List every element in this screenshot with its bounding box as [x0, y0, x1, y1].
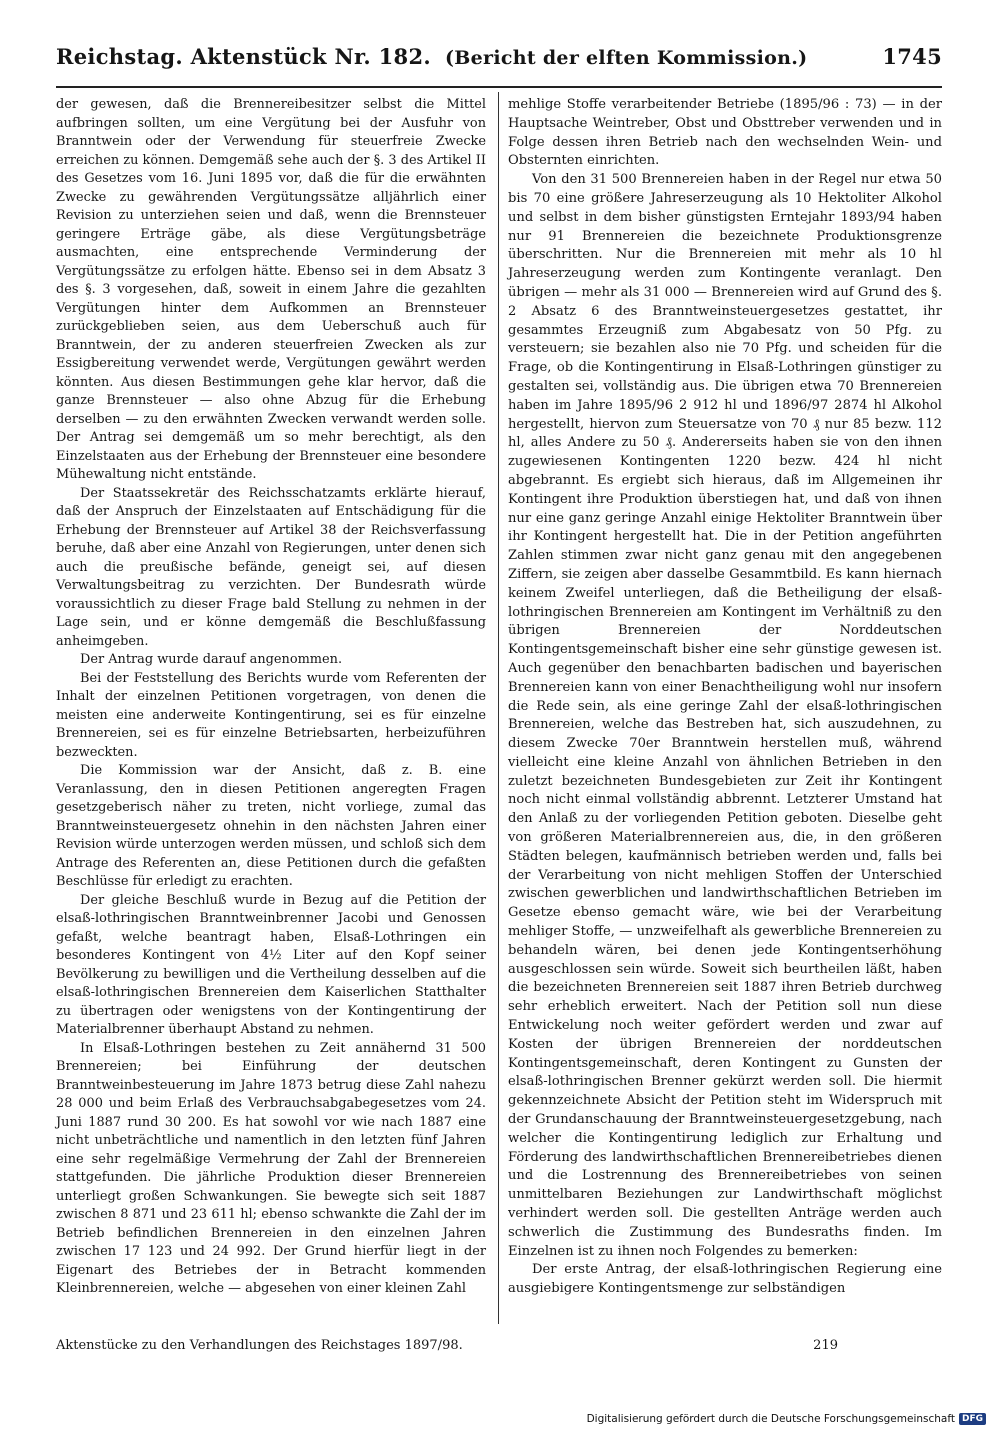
paragraph: Von den 31 500 Brennereien haben in der Regel nur etwa 50 bis 70 eine größere Jahreserzeugung als 10 Hektoliter Alkohol und selbst in dem bisher günstigsten Erntejahr 1893/94 haben nur 91 Brennereien die bezeichnete Produktionsgrenze überschritten. Nur die Brennereien mit mehr als 10 hl Jahreserzeugung werden zum Kontingente veranlagt. Den übrigen — mehr als 31 000 — Brennereien wird auf Grund des §. 2 Absatz 6 des Branntweinsteuergesetzes gestattet, ihr gesammtes Erzeugniß zum Abgabesatz von 50 Pfg. zu versteuern; sie bezahlen also nie 70 Pfg. und scheiden für die Frage, ob die Kontingentirung in Elsaß-Lothringen günstiger zu gestalten sei, vollständig aus. Die übrigen etwa 70 Brennereien haben im Jahre 1895/96 2 912 hl und 1896/97 2874 hl Alkohol hergestellt, hiervon zum Steuersatze von 70 ₰ nur 85 bezw. 112 hl, alles Andere zu 50 ₰. Andererseits haben sie von den ihnen zugewiesenen Kontingenten 1220 bezw. 424 hl nicht abgebrannt. Es ergiebt sich hieraus, daß im Allgemeinen ihr Kontingent ihre Produktion überstiegen hat, und daß von ihnen nur eine ganz geringe Anzahl einige Hektoliter Branntwein über ihr Kontingent hergestellt hat. Die in der Petition angeführten Zahlen stimmen zwar nicht ganz genau mit den angegebenen Ziffern, sie zeigen aber dasselbe Gesammtbild. Es kann hiernach keinem Zweifel unterliegen, daß die Betheiligung der elsaß-lothringischen Brennereien am Kontingent im Verhältniß zu den übrigen Brennereien der Norddeutschen Kontingentsgemeinschaft bisher eine sehr günstige gewesen ist. Auch gegenüber den benachbarten badischen und bayerischen Brennereien kann von einer Benachtheiligung wohl nur insofern die Rede sein, als eine geringe Zahl der elsaß-lothringischen Brennereien, welche das Bestreben hat, sich auszudehnen, zu diesem Zwecke 70er Branntwein herstellen muß, während vielleicht eine kleine Anzahl von ähnlichen Betrieben in den zuletzt bezeichneten Bundesgebieten zur Zeit ihr Kontingent noch nicht einmal vollständig abbrennt. Letzterer Umstand hat den Anlaß zu der vorliegenden Petition geboten. Dieselbe geht von größeren Materialbrennereien aus, die, in den größeren Städten belegen, kaufmännisch betrieben werden und, falls bei der Verarbeitung von nicht mehligen Stoffen der Unterschied zwischen gewerblichen und landwirthschaftlichen Betrieben im Gesetze ebenso gemacht wäre, wie bei der Verarbeitung mehliger Stoffe, — unzweifelhaft als gewerbliche Brennereien zu behandeln wären, bei denen jede Kontingentserhöhung ausgeschlossen sein würde. Soweit sich beurtheilen läßt, haben die bezeichneten Brennereien seit 1887 ihren Betrieb durchweg sehr erheblich erweitert. Nach der Petition soll nun diese Entwickelung noch weiter gefördert werden und zwar auf Kosten der übrigen Brennereien der norddeutschen Kontingentsgemeinschaft, deren Kontingent zu Gunsten der elsaß-lothringischen Brenner gekürzt werden soll. Die hiermit gekennzeichnete Absicht der Petition steht im Widerspruch mit der Grundanschauung der Branntweinsteuergesetzgebung, nach welcher die Kontingentirung lediglich zur Erhaltung und Förderung des landwirthschaftlichen Brennereibetriebes dienen und die Lostrennung des Brennereibetriebes von seinen unmittelbaren Beziehungen zur Landwirthschaft möglichst verhindert werden soll. Die gestellten Anträge werden auch schwerlich die Zustimmung des Bundesraths finden. Im Einzelnen ist zu ihnen noch Folgendes zu bemerken:: [508, 172, 942, 1259]
paragraph: der gewesen, daß die Brennereibesitzer selbst die Mittel aufbringen sollten, um eine Vergütung bei der Ausfuhr von Branntwein oder der Verwendung für steuerfreie Zwecke erreichen zu können. Demgemäß sehe auch der §. 3 des Artikel II des Gesetzes vom 16. Juni 1895 vor, daß die für die erwähnten Zwecke zu gewährenden Vergütungssätze alljährlich einer Revision zu unterziehen seien und daß, wenn die Brennsteuer geringere Erträge gäbe, als diese Vergütungsbeträge ausmachten, eine entsprechende Verminderung der Vergütungssätze zu erfolgen hätte. Ebenso sei in dem Absatz 3 des §. 3 vorgesehen, daß, soweit in einem Jahre die gezahlten Vergütungen hinter dem Aufkommen an Brennsteuer zurückgeblieben seien, aus dem Ueberschuß auch für Branntwein, der zu anderen steuerfreien Zwecken als zur Essigbereitung verwendet werde, Vergütungen gewährt werden könnten. Aus diesen Bestimmungen gehe klar hervor, daß die ganze Brennsteuer — also ohne Abzug für die Erhebung derselben — zu den erwähnten Zwecken verwandt werden solle. Der Antrag sei demgemäß um so mehr berechtigt, als den Einzelstaaten aus der Erhebung der Brennsteuer eine besondere Mühewaltung nicht entstände.: [56, 97, 486, 482]
column-separator: [498, 92, 499, 1324]
paragraph: mehlige Stoffe verarbeitender Betriebe (1895/96 : 73) — in der Hauptsache Weintreber, Obst und Obsttreber verwenden und in Folge dessen ihren Betrieb nach den wechselnden Wein- und Obsternten einrichten.: [508, 97, 942, 169]
paragraph: In Elsaß-Lothringen bestehen zu Zeit annähernd 31 500 Brennereien; bei Einführung der deutschen Branntweinbesteuerung im Jahre 1873 betrug diese Zahl nahezu 28 000 und beim Erlaß des Verbrauchsabgabegesetzes vom 24. Juni 1887 rund 30 200. Es hat sowohl vor wie nach 1887 eine nicht unbeträchtliche und namentlich in den letzten fünf Jahren eine sehr regelmäßige Vermehrung der Zahl der Brennereien stattgefunden. Die jährliche Produktion dieser Brennereien unterliegt großen Schwankungen. Sie bewegte sich seit 1887 zwischen 8 871 und 23 611 hl; ebenso schwankte die Zahl der im Betrieb befindlichen Brennereien in den einzelnen Jahren zwischen 17 123 und 24 992. Der Grund hierfür liegt in der Eigenart des Betriebes der in Betracht kommenden Kleinbrennereien, welche — abgesehen von einer kleinen Zahl: [56, 1040, 486, 1296]
paragraph: Der erste Antrag, der elsaß-lothringischen Regierung eine ausgiebigere Kontingentsmenge zur selbständigen: [508, 1262, 942, 1297]
credit-text: Digitalisierung gefördert durch die Deutsche Forschungsgemeinschaft: [586, 1413, 955, 1425]
page-number: 1745: [882, 44, 942, 69]
paragraph: Die Kommission war der Ansicht, daß z. B. eine Veranlassung, den in diesen Petitionen angeregten Fragen gesetzgeberisch näher zu treten, nicht vorliege, zumal das Branntweinsteuergesetz ohnehin in den nächsten Jahren einer Revision würde unterzogen werden müssen, und schloß sich dem Antrage des Referenten an, diese Petitionen durch die gefaßten Beschlüsse für erledigt zu erachten.: [56, 763, 486, 889]
footer-source: Aktenstücke zu den Verhandlungen des Reichstages 1897/98.: [56, 1338, 463, 1353]
paragraph: Bei der Feststellung des Berichts wurde vom Referenten der Inhalt der einzelnen Petitionen vorgetragen, von denen die meisten eine anderweite Kontingentirung, sei es für einzelne Brennereien, sei es für einzelne Betriebsarten, herbeizuführen bezweckten.: [56, 670, 486, 760]
paragraph: Der Staatssekretär des Reichsschatzamts erklärte hierauf, daß der Anspruch der Einzelstaaten auf Entschädigung für die Erhebung der Brennsteuer auf Artikel 38 der Reichsverfassung beruhe, daß aber eine Anzahl von Regierungen, unter denen sich auch die preußische befände, geneigt sei, auf diesen Verwaltungsbeitrag zu verzichten. Der Bundesrath würde voraussichtlich zu dieser Frage bald Stellung zu nehmen in der Lage sein, und er könne demgemäß die Beschlußfassung anheimgeben.: [56, 485, 486, 649]
right-column: [508, 96, 942, 1299]
page-header: [56, 44, 942, 84]
left-column: [56, 96, 486, 1299]
sheet-number: 219: [813, 1338, 838, 1353]
dfg-logo: DFG: [959, 1413, 986, 1425]
header-rule: [56, 86, 942, 88]
page-footer: [56, 1338, 942, 1353]
digitization-credit: [587, 1413, 986, 1425]
paragraph: Der Antrag wurde darauf angenommen.: [80, 652, 343, 667]
page-title: Reichstag. Aktenstück Nr. 182.: [56, 44, 431, 69]
paragraph: Der gleiche Beschluß wurde in Bezug auf die Petition der elsaß-lothringischen Branntweinbrenner Jacobi und Genossen gefaßt, welche beantragt haben, Elsaß-Lothringen ein besonderes Kontingent von 4½ Liter auf den Kopf seiner Bevölkerung zu bewilligen und die Vertheilung desselben auf die elsaß-lothringischen Brennereien dem Kaiserlichen Statthalter zu übertragen oder wenigstens von der Kontingentirung der Materialbrenner überhaupt Abstand zu nehmen.: [56, 892, 486, 1037]
page-subtitle: (Bericht der elften Kommission.): [445, 47, 808, 69]
